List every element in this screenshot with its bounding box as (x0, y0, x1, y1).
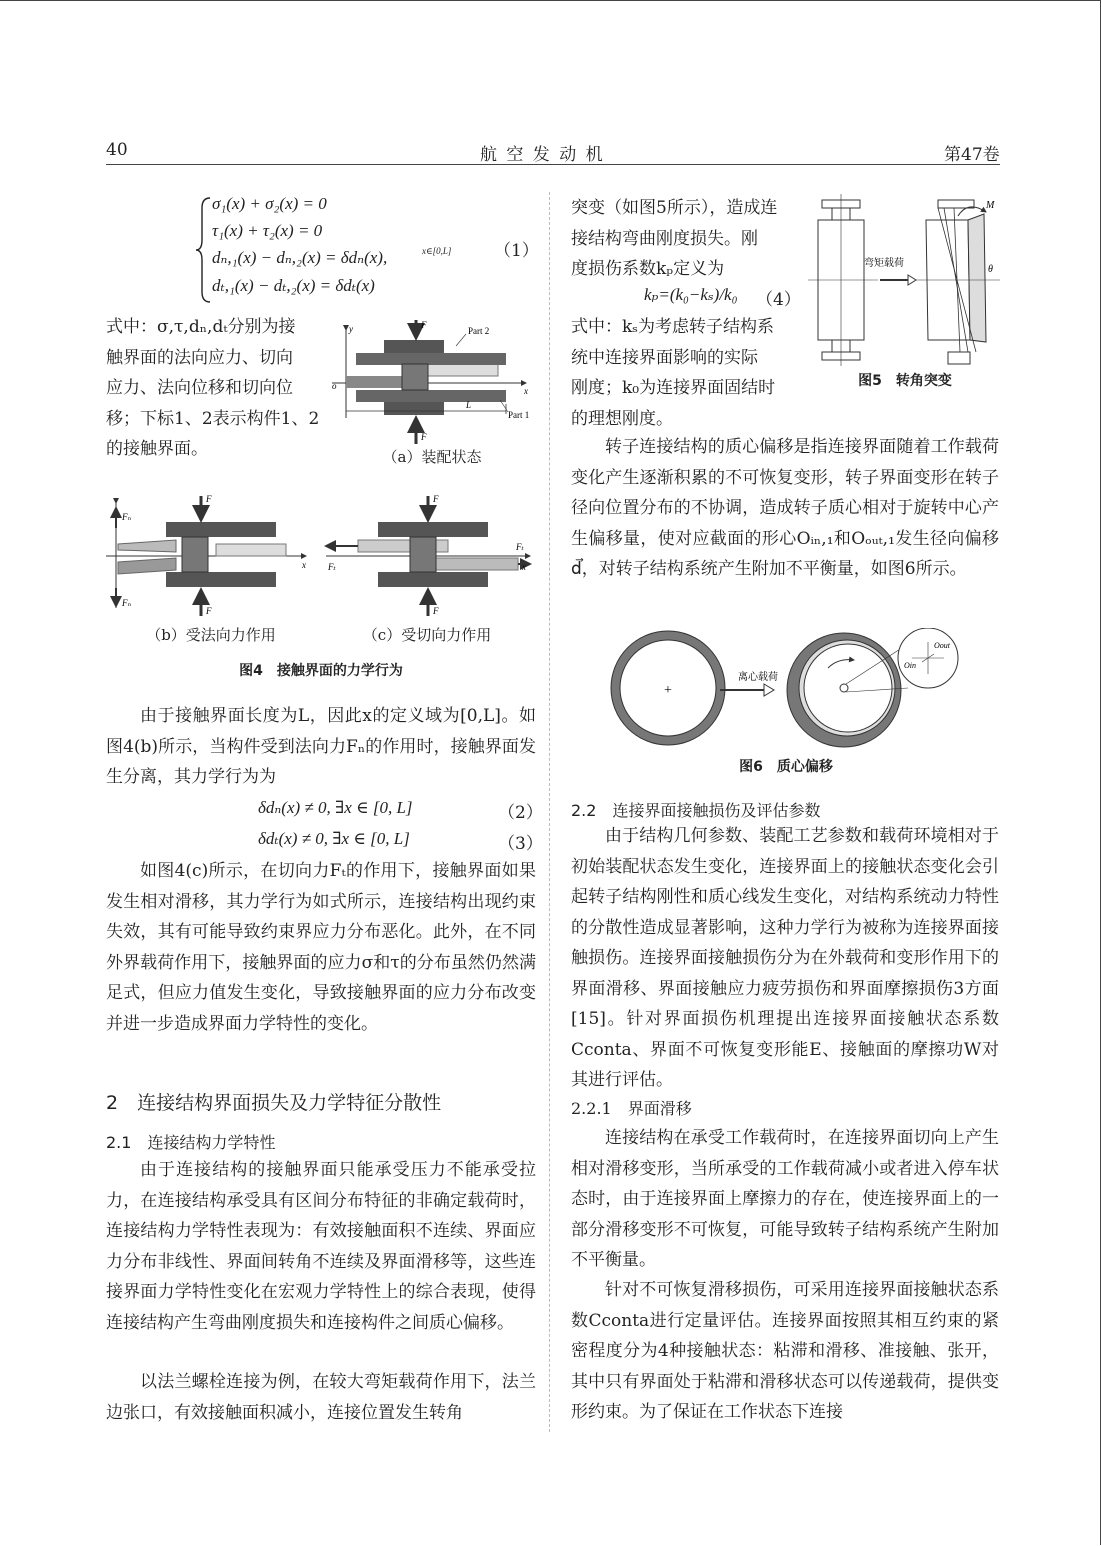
figure-4b-subcaption: （b）受法向力作用 (146, 626, 276, 644)
y-axis-label: y (349, 324, 353, 334)
volume-label: 第47卷 (944, 145, 1000, 165)
force-label-top: F (206, 494, 212, 504)
centrifugal-load-label: 离心载荷 (738, 672, 778, 683)
section-heading-2-1: 2.1 连接结构力学特性 (106, 1133, 276, 1152)
eq1-number: （1） (494, 241, 539, 261)
eq1-line-4: dₜ,₁(x) − dₜ,₂(x) = δdₜ(x) (212, 276, 375, 295)
mass-center-diagram (608, 628, 964, 752)
eq1-line-2: τ₁(x) + τ₂(x) = 0 (212, 221, 323, 240)
eq1-line-3: dₙ,₁(x) − dₙ,₂(x) = δdₙ(x), (212, 248, 388, 267)
section-heading-2: 2 连接结构界面损失及力学特征分散性 (106, 1092, 442, 1114)
figure-4-caption: 图4 接触界面的力学行为 (239, 663, 403, 679)
center-mark: + (664, 683, 672, 698)
eq4-number: （4） (756, 290, 801, 310)
paragraph-tangential: 如图4(c)所示，在切向力Fₜ的作用下，接触界面如果发生相对滑移，其力学行为如式所示，连接结构出现约束失效，其有可能导致约束界应力分布恶化。此外，在不同外界载荷作用下，接触界面的应力σ和τ的分布虽然仍然满足式，但应力值发生变化，导致接触界面的应力分布改变并进一步造成界面力学特性的变化。 (106, 861, 536, 1034)
column-divider (549, 192, 550, 1432)
bending-load-label: 弯矩载荷 (864, 258, 904, 269)
paragraph-mass-center-offset: 转子连接结构的质心偏移是指连接界面随着工作载荷变化产生逐渐积累的不可恢复变形，转子界面变形在转子径向位置分布的不协调，造成转子质心相对于旋转中心产生偏移量，使对应截面的形心Oᵢₙ,₁和Oₒᵤₜ,₁发生径向偏移d⃗，对转子结构系统产生附加不平衡量，如图6所示。 (571, 437, 999, 579)
moment-label: M (986, 200, 995, 211)
symbol-definition: 式中：σ,τ,dₙ,dₜ分别为接 触界面的法向应力、切向 应力、法向位移和切向位 移；下标1、2表示构件1、2 的接触界面。 (106, 317, 320, 459)
paragraph-contact-damage: 由于结构几何参数、装配工艺参数和载荷环境相对于初始装配状态发生变化，连接界面上的接触状态变化会引起转子结构刚性和质心线发生变化，对结构系统动力特性的分散性造成显著影响，这种力学行为被称为连接界面接触损伤。连接界面接触损伤分为在外载荷和变形作用下的界面滑移、界面接触应力疲劳损伤和界面摩擦损伤3方面[15]。针对界面损伤机理提出连接界面接触状态系数Cconta、界面不可恢复变形能E、接触面的摩擦功W对其进行评估。 (571, 826, 999, 1090)
paragraph-interface-slip: 连接结构在承受工作载荷时，在连接界面切向上产生相对滑移变形，当所承受的工作载荷减小或者进入停车状态时，由于连接界面上摩擦力的存在，使连接界面上的一部分滑移变形不可恢复，可能导致转子结构系统产生附加不平衡量。 (571, 1128, 999, 1270)
page-number: 40 (106, 140, 128, 160)
force-label-bottom: F (421, 432, 427, 442)
equation-1 (196, 194, 539, 306)
x-axis-label: x (302, 560, 306, 570)
normal-force-diagram (106, 488, 316, 622)
journal-name: 航 空 发 动 机 (480, 145, 605, 165)
paragraph-flange-example: 以法兰螺栓连接为例，在较大弯矩载荷作用下，法兰边张口，有效接触面积减小，连接位置发生转角 (106, 1372, 536, 1423)
tangential-force-diagram (318, 488, 536, 622)
ft-label-left: Fₜ (328, 562, 336, 572)
force-label-top: F (433, 494, 439, 504)
equation-4: kₚ=(k₀−kₛ)/k₀ (644, 285, 738, 304)
equation-2: δdₙ(x) ≠ 0, ∃x ∈ [0, L] (258, 798, 413, 817)
eq2-number: （2） (498, 803, 543, 823)
rotation-diagram (808, 192, 1002, 368)
stiffness-intro: 突变（如图5所示），造成连 接结构弯曲刚度损失。刚 度损伤系数kₚ定义为 (571, 198, 778, 279)
figure-4b (106, 488, 316, 650)
paragraph-domain: 由于接触界面长度为L，因此x的定义域为[0,L]。如图4(b)所示，当构件受到法向力Fₙ的作用时，接触界面发生分离，其力学行为为 (106, 706, 536, 787)
eq1-line-1: σ₁(x) + σ₂(x) = 0 (212, 194, 327, 213)
figure-6-caption: 图6 质心偏移 (739, 759, 833, 775)
figure-4a-subcaption: （a）装配状态 (382, 448, 482, 466)
section-heading-2-2-1: 2.2.1 界面滑移 (571, 1099, 692, 1118)
stiffness-definition: 式中：kₛ为考虑转子结构系 统中连接界面影响的实际 刚度；k₀为连接界面固结时 的理想刚度。 (571, 317, 776, 429)
fn-label-top: Fₙ (122, 512, 132, 522)
eq1-condition: x∈[0,L] (422, 246, 452, 256)
assembly-diagram (326, 318, 538, 446)
figure-4c (318, 488, 536, 650)
eq3-number: （3） (498, 834, 543, 854)
equation-3: δdₜ(x) ≠ 0, ∃x ∈ [0, L] (258, 829, 410, 848)
section-heading-2-2: 2.2 连接界面接触损伤及评估参数 (571, 801, 821, 820)
figure-4c-subcaption: （c）受切向力作用 (362, 626, 492, 644)
part1-label: Part 1 (508, 410, 530, 420)
force-label-top: F (421, 320, 427, 330)
header-rule (106, 164, 1000, 165)
figure-6 (608, 628, 964, 778)
figure-5-caption: 图5 转角突变 (858, 373, 952, 389)
fn-label-bottom: Fₙ (122, 598, 132, 608)
force-label-bottom: F (433, 606, 439, 616)
paragraph-contact-state: 针对不可恢复滑移损伤，可采用连接界面接触状态系数Cconta进行定量评估。连接界面按照其相互约束的紧密程度分为4种接触状态：粘滞和滑移、准接触、张开，其中只有界面处于粘滞和滑移状态可以传递载荷，提供变形约束。为了保证在工作状态下连接 (571, 1280, 999, 1422)
oout-label: Oout (934, 641, 950, 650)
figure-5 (808, 192, 1002, 392)
part2-label: Part 2 (468, 326, 490, 336)
oin-label: Oin (904, 661, 916, 670)
theta-label: θ (988, 264, 993, 275)
paragraph-mechanical-properties: 由于连接结构的接触界面只能承受压力不能承受拉力，在连接结构承受具有区间分布特征的非确定载荷时，连接结构力学特性表现为：有效接触面积不连续、界面应力分布非线性、界面间转角不连续及界面滑移等，这些连接界面力学特性变化在宏观力学特性上的综合表现，使得连接结构产生弯曲刚度损失和连接构件之间质心偏移。 (106, 1160, 536, 1333)
figure-4a (326, 318, 538, 468)
force-label-bottom: F (206, 606, 212, 616)
x-axis-label: x (522, 562, 526, 572)
x-axis-label: x (524, 386, 528, 396)
origin-label: o (332, 381, 337, 391)
ft-label-right: Fₜ (516, 542, 524, 552)
length-label: L (466, 400, 472, 410)
